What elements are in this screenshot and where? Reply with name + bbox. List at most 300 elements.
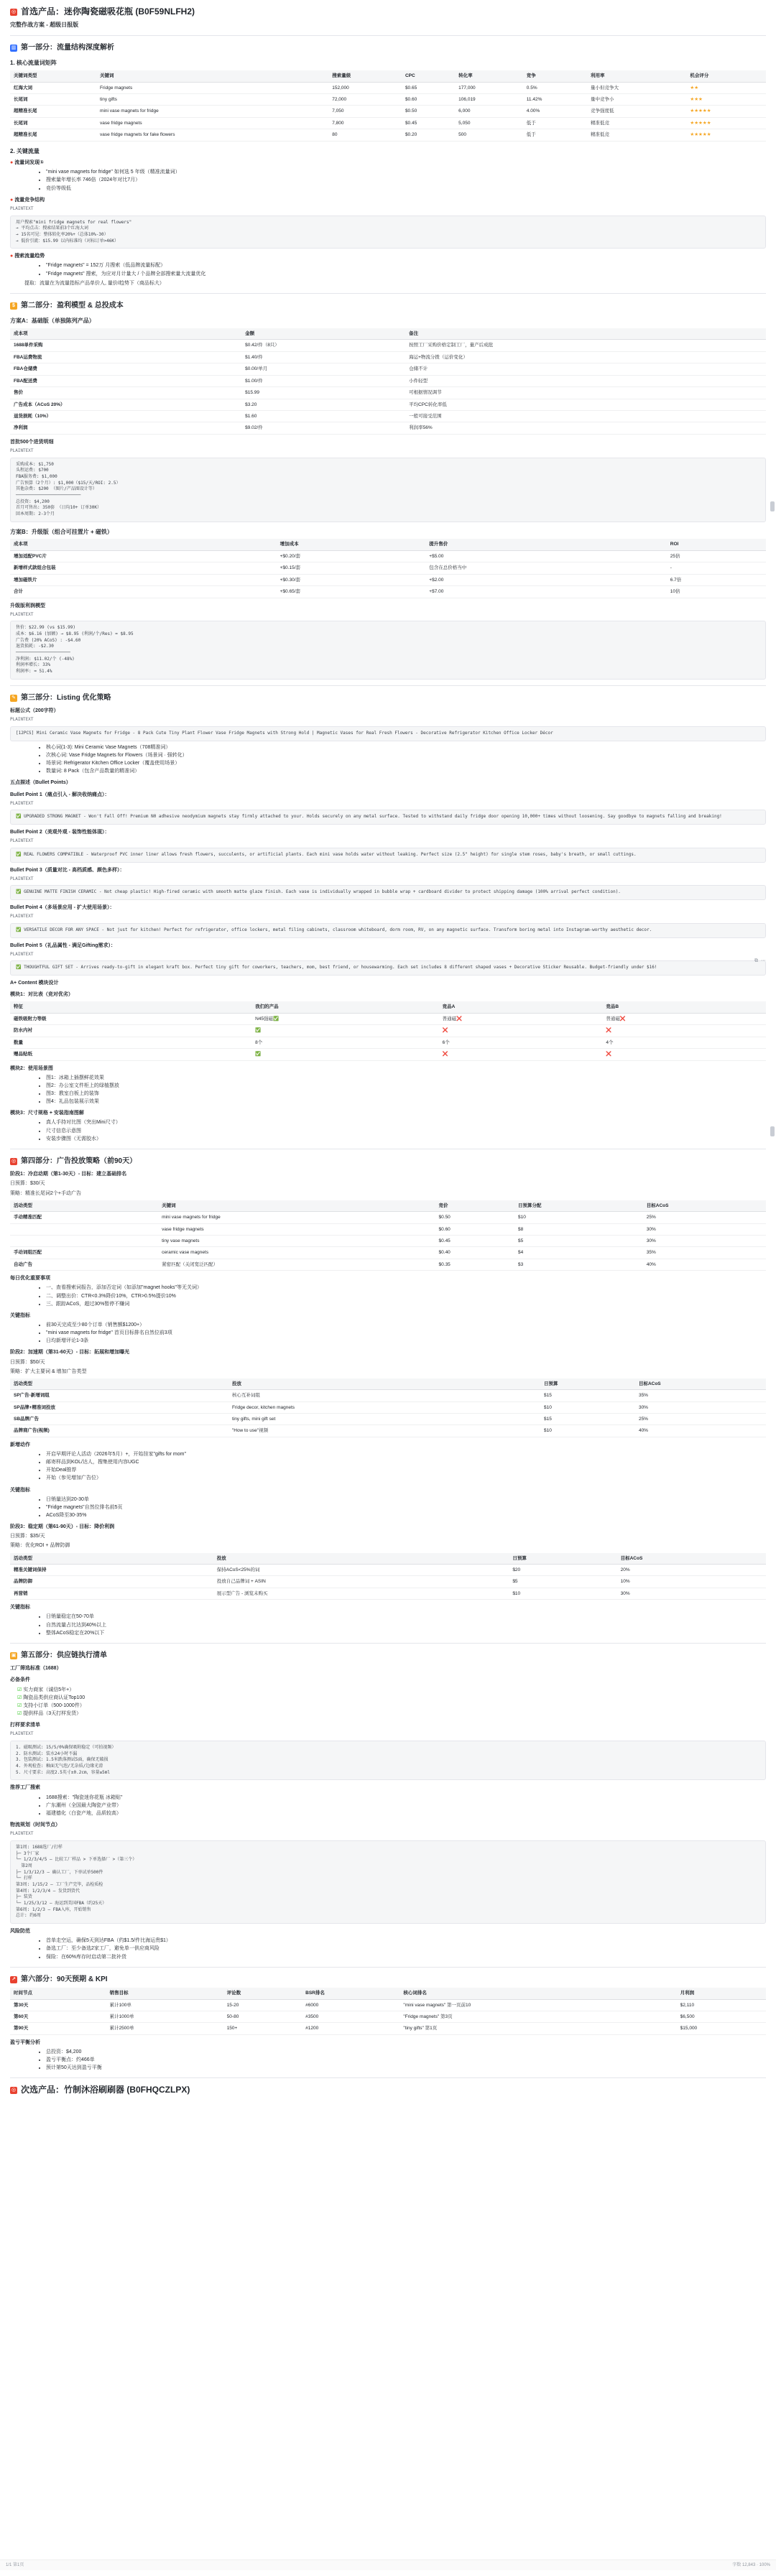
- table-row: [10, 1212, 766, 1223]
- table-cell: 精准关键词保持: [10, 1565, 213, 1576]
- col-header: 日预算: [509, 1553, 616, 1565]
- checklist-item[interactable]: [17, 1702, 766, 1710]
- budget-text: 日预算：$30/天: [10, 1180, 766, 1187]
- list-item: • 一、查看搜索词报告，添加否定词（如添加"magnet hooks"等无关词）: [46, 1284, 766, 1292]
- bullet-list: [17, 1075, 766, 1106]
- table-cell: 30%: [643, 1235, 766, 1246]
- list-item: • 次核心词: Vase Fridge Magnets for Flowers（场景词 · 强转化）: [46, 752, 766, 759]
- table-cell: +$0.20/套: [277, 550, 426, 562]
- table-cell: 精准低竞: [587, 117, 686, 129]
- table-cell: mini vase magnets for fridge: [96, 106, 328, 117]
- table-cell: 品牌防御: [10, 1576, 213, 1588]
- bullet-list: [17, 1322, 766, 1345]
- table-cell: 超精准长尾: [10, 129, 96, 141]
- part3-heading-text: 第三部分：Listing 优化策略: [21, 693, 111, 704]
- checkbox-checked-icon[interactable]: ☑: [17, 1687, 23, 1692]
- table-cell: 包含在总价格当中: [425, 562, 666, 574]
- strategy-text: 策略：扩大主要词 & 增加广告类型: [10, 1368, 766, 1376]
- list-item: • 备选工厂：至少备选2家工厂，避免单一供应商风险: [46, 1945, 766, 1952]
- table-cell: $2,110: [677, 1999, 766, 2011]
- table-header-row: [10, 1988, 766, 1999]
- subsection-heading: 新增动作: [10, 1442, 766, 1449]
- col-header: 利用率: [587, 70, 686, 82]
- ad-table-phase1: [10, 1200, 766, 1271]
- bullet-point-heading: Bullet Point 5（礼品属性 - 满足Gifting需求）：: [10, 942, 766, 950]
- col-header: 竞品A: [439, 1001, 603, 1013]
- note-text: 提取：流量在为流量指标产品单价人, 量价/趋势下（商品标大）: [24, 280, 766, 287]
- table-cell: 25倍: [667, 550, 766, 562]
- col-header: 机会评分: [686, 70, 766, 82]
- subsection-heading: [10, 253, 766, 260]
- col-header: 日预算分配: [514, 1200, 643, 1212]
- table-cell: SB品牌广告: [10, 1414, 228, 1425]
- list-item: • "mini vase magnets for fridge" 如何选 5 年级（精准流量词）: [46, 169, 766, 176]
- scroll-marker[interactable]: [770, 501, 775, 511]
- table-cell: ★★★★★: [686, 117, 766, 129]
- table-row: [10, 387, 766, 399]
- table-cell: ★★: [686, 82, 766, 93]
- table-cell: "Fridge magnets" 第3页: [399, 2011, 676, 2023]
- table-cell: $0.50: [402, 106, 455, 117]
- col-header: 成本项: [10, 328, 241, 340]
- list-item: • 图4：礼品包装展示效果: [46, 1098, 766, 1106]
- checklist-item[interactable]: [17, 1687, 766, 1694]
- divider: [10, 2077, 766, 2078]
- table-cell: 7,800: [328, 117, 402, 129]
- comparison-table: [10, 1001, 766, 1060]
- divider: [10, 685, 766, 686]
- col-header: 转化率: [455, 70, 523, 82]
- table-cell: 150+: [223, 2023, 302, 2034]
- table-row: [10, 106, 766, 117]
- table-cell: 量小但竞争大: [587, 82, 686, 93]
- table-cell: FBA运费物流: [10, 351, 241, 363]
- bullet-points-list: [10, 792, 766, 976]
- table-cell: [10, 1235, 158, 1246]
- table-cell: $10: [540, 1401, 635, 1413]
- table-cell: 6,000: [455, 106, 523, 117]
- code-label: PLAINTEXT: [10, 914, 766, 920]
- list-item: • 安装步骤图（无需胶水）: [46, 1136, 766, 1143]
- table-cell: 长尾词: [10, 93, 96, 105]
- table-cell: FBA仓储费: [10, 363, 241, 375]
- table-cell: $0.65: [402, 82, 455, 93]
- list-item: • 1688搜索："陶瓷迷你花瓶 冰箱贴": [46, 1794, 766, 1802]
- table-row: [10, 562, 766, 574]
- list-item: • 真人手持对比图（突出Mini尺寸）: [46, 1119, 766, 1126]
- table-row: [10, 1401, 766, 1413]
- table-cell: 增加磁铁片: [10, 574, 277, 585]
- col-header: BSR排名: [302, 1988, 399, 1999]
- col-header: CPC: [402, 70, 455, 82]
- table-cell: 25%: [635, 1414, 766, 1425]
- doc-title: [10, 6, 766, 18]
- table-cell: ✅: [251, 1049, 439, 1060]
- table-cell: 4.00%: [523, 106, 587, 117]
- checklist-item[interactable]: [17, 1695, 766, 1702]
- table-cell: 10%: [617, 1576, 766, 1588]
- bullet-point-heading: Bullet Point 1（痛点引入 - 解决收纳痛点）：: [10, 792, 766, 799]
- table-cell: ❌: [602, 1025, 766, 1037]
- list-item: • "Fridge magnets"自然位排名前5页: [46, 1504, 766, 1511]
- list-item: • 图3：教室白板上的装饰: [46, 1090, 766, 1098]
- bullet-list: [17, 262, 766, 277]
- table-cell: 赠品贴纸: [10, 1049, 251, 1060]
- divider: [10, 1643, 766, 1644]
- bullet-list: [17, 2049, 766, 2072]
- table-cell: 30%: [643, 1223, 766, 1235]
- part4-heading-text: 第四部分：广告投放策略（前90天）: [21, 1157, 137, 1167]
- table-cell: 35%: [635, 1390, 766, 1401]
- ad-table-phase2: [10, 1379, 766, 1437]
- col-header: 竞争: [523, 70, 587, 82]
- table-row: [10, 574, 766, 585]
- table-row: [10, 399, 766, 410]
- part7-heading: [10, 2084, 766, 2096]
- copy-icon[interactable]: ⧉: [754, 958, 758, 965]
- table-cell: $20: [509, 1565, 616, 1576]
- table-cell: $0.60: [435, 1223, 515, 1235]
- table-cell: 7,050: [328, 106, 402, 117]
- list-item: • 预计第50天达到盈亏平衡: [46, 2065, 766, 2072]
- table-cell: #6000: [302, 1999, 399, 2011]
- subsection-heading-text: 搜索流量趋势: [14, 254, 45, 259]
- code-label: PLAINTEXT: [10, 876, 766, 883]
- table-header-row: [10, 1553, 766, 1565]
- list-item: • 日销量稳定在50-70单: [46, 1613, 766, 1621]
- pin-icon: ●: [10, 198, 13, 203]
- part6-heading-text: 第六部分：90天预期 & KPI: [21, 1975, 108, 1986]
- table-cell: 15-20: [223, 1999, 302, 2011]
- section-heading: 方案A：基础版（单独陈列产品）: [10, 317, 766, 325]
- table-cell: SP广告-新增词组: [10, 1390, 228, 1401]
- money-icon: $: [10, 302, 17, 310]
- table-row: [10, 1390, 766, 1401]
- list-item: • 盈亏平衡点：约466单: [46, 2057, 766, 2064]
- subsection-heading: 推荐工厂搜索: [10, 1784, 766, 1792]
- list-item: • "Fridge magnets" = 152万 月搜索（低品牌流量标配）: [46, 262, 766, 269]
- table-header-row: [10, 1001, 766, 1013]
- code-label: PLAINTEXT: [10, 1731, 766, 1738]
- checklist-item[interactable]: [17, 1710, 766, 1718]
- table-cell: Fridge decor, kitchen magnets: [228, 1401, 540, 1413]
- col-header: 投放: [228, 1379, 540, 1390]
- subsection-heading: 工厂筛选标准（1688）: [10, 1665, 766, 1672]
- table-cell: 25%: [643, 1212, 766, 1223]
- table-row: [10, 1049, 766, 1060]
- col-header: 成本项: [10, 539, 277, 550]
- strategy-text: 策略：精准长尾词2个+手动广告: [10, 1190, 766, 1197]
- bullet-point-code[interactable]: ✅ THOUGHTFUL GIFT SET - Arrives ready-to-gift in elegant kraft box. Perfect tiny gift for coworkers, teachers, mom, best friend, or housewarming. Each set includes 8 different shaped vases + Decorative Sticker Reusable. Budget-friendly under $16!: [10, 960, 766, 976]
- subsection-heading: 关键指标: [10, 1604, 766, 1611]
- bullet-list: [17, 1451, 766, 1483]
- table-cell: $0.00/单月: [241, 363, 405, 375]
- checkbox-checked-icon[interactable]: ☑: [17, 1695, 23, 1700]
- bullet-list: [17, 1496, 766, 1519]
- doc-title-text: 首选产品：迷你陶瓷磁吸花瓶 (B0F59NLFH2): [21, 6, 195, 18]
- part2-heading-text: 第二部分：盈利模型 & 总投成本: [21, 301, 124, 312]
- part4-heading: [10, 1157, 766, 1167]
- col-header: 日预算: [540, 1379, 635, 1390]
- checklist-label: 实力商家（诚信5年+）: [23, 1687, 74, 1692]
- timeline-code-block[interactable]: 第1周: 1688选厂/打样 ├─ 3个厂家 └─ 1/2/3/4/5 — 比较工厂样品 > 下单选择厂 >（第三个） 第2周 ├─ 1/3/12/3 — 确认工厂，下单试单500件 └─ 打样 第3周: 1/15/2 — 工厂生产完毕，品检质检 第4周: 1/2/3/4 — 发货到货代 ├─ 装货 └─ 1/25/3/12 — 海运到美国FBA（约25天） 第6周: 1/2/3 — FBA入库，开始销售 总计: 约6周: [10, 1840, 766, 1924]
- part6-heading: [10, 1975, 766, 1986]
- table-cell: 紧密匹配（关闭宽泛匹配）: [158, 1259, 435, 1270]
- table-cell: 6个: [439, 1037, 603, 1048]
- bullet-point-code[interactable]: ✅ GENUINE MATTE FINISH CERAMIC - Not cheap plastic! High-fired ceramic with smooth matte glaze finish. Each vase is individually wrapped in bubble wrap + cardboard divider to protect shipping damage (100% arrival perfect condition).: [10, 885, 766, 900]
- table-cell: $8: [514, 1223, 643, 1235]
- col-header: 提升售价: [425, 539, 666, 550]
- table-cell: 一般可接受范围: [405, 410, 766, 422]
- checklist-label: 提供样品（3天打样发货）: [23, 1711, 81, 1716]
- table-row: [10, 1999, 766, 2011]
- table-cell: 40%: [643, 1259, 766, 1270]
- col-header: 活动类型: [10, 1200, 158, 1212]
- table-cell: 4个: [602, 1037, 766, 1048]
- table-cell: #1200: [302, 2023, 399, 2034]
- list-item: • 开始（参见增加广告位）: [46, 1475, 766, 1482]
- table-cell: 累计100单: [106, 1999, 223, 2011]
- budget-text: 日预算：$50/天: [10, 1359, 766, 1366]
- table-cell: $4: [514, 1247, 643, 1259]
- col-header: 金额: [241, 328, 405, 340]
- bullet-list: [17, 1284, 766, 1307]
- checkbox-checked-icon[interactable]: ☑: [17, 1711, 23, 1716]
- table-cell: $0.50: [435, 1212, 515, 1223]
- table-cell: 手动精准匹配: [10, 1212, 158, 1223]
- part1-heading: [10, 43, 766, 54]
- subsection-heading: 模块3：尺寸规格 + 安装指南图解: [10, 1110, 766, 1117]
- table-cell: $0.60: [402, 93, 455, 105]
- list-item: • 总投资：$4,200: [46, 2049, 766, 2056]
- table-cell: 净利润: [10, 422, 241, 434]
- col-header: 竞价: [435, 1200, 515, 1212]
- table-cell: 防水内衬: [10, 1025, 251, 1037]
- table-row: [10, 129, 766, 141]
- list-item: • 日销量达到20-30单: [46, 1496, 766, 1504]
- col-header: 月利润: [677, 1988, 766, 1999]
- table-cell: 数量: [10, 1037, 251, 1048]
- table-cell: ❌: [439, 1049, 603, 1060]
- table-cell: +$0.15/套: [277, 562, 426, 574]
- table-cell: +$0.30/套: [277, 574, 426, 585]
- table-row: [10, 82, 766, 93]
- list-item: • 二、调整出价：CTR<0.3%降价10%，CTR>0.5%提价10%: [46, 1293, 766, 1300]
- table-cell: 6.7倍: [667, 574, 766, 585]
- table-row: [10, 422, 766, 434]
- table-row: [10, 1223, 766, 1235]
- list-item: • 开始Deal推荐: [46, 1467, 766, 1474]
- subsection-heading: 必备条件: [10, 1677, 766, 1684]
- table-header-row: [10, 70, 766, 82]
- table-cell: 新增样式款组合包装: [10, 562, 277, 574]
- table-cell: +$7.00: [425, 586, 666, 598]
- table-cell: 自动广告: [10, 1259, 158, 1270]
- table-cell: 增加适配PVC片: [10, 550, 277, 562]
- table-cell: 量中竞争小: [587, 93, 686, 105]
- code-block[interactable]: [12PCS] Mini Ceramic Vase Magnets for Fridge - 8 Pack Cute Tiny Plant Flower Vase Fridge Magnets with Strong Hold | Magnetic Vases for Real Fresh Flowers - Decorative Refrigerator Kitchen Office Locker Décor: [10, 726, 766, 741]
- part3-heading: [10, 693, 766, 704]
- table-cell: 海运+物流分拨（运价变化）: [405, 351, 766, 363]
- list-item: • 保险：在60%库存时启动第二批补货: [46, 1954, 766, 1961]
- table-cell: FBA配送费: [10, 375, 241, 386]
- col-header: 目标ACoS: [617, 1553, 766, 1565]
- table-cell: $3: [514, 1259, 643, 1270]
- table-cell: #3500: [302, 2011, 399, 2023]
- table-cell: 72,000: [328, 93, 402, 105]
- chart-icon: ▥: [10, 45, 17, 52]
- table-cell: 80: [328, 129, 402, 141]
- list-item: • 三、跟踪ACoS，超过30%暂停不赚词: [46, 1301, 766, 1308]
- code-label: PLAINTEXT: [10, 838, 766, 845]
- code-block[interactable]: 用户搜索"mini fridge magnets for real flowers" → 平均点击：搜索结果前3个红海大词 → 15名可见：整体转化率20%+（总体10%-30） → 低价引流：$15.99 以内标准均（对标订单>46K）: [10, 216, 766, 249]
- box-icon: ▣: [10, 1652, 17, 1659]
- target-icon: ◎: [10, 9, 17, 16]
- bullet-point-heading: Bullet Point 4（多场景应用 - 扩大使用场景）：: [10, 904, 766, 912]
- code-label: PLAINTEXT: [10, 206, 766, 213]
- col-header: 目标ACoS: [635, 1379, 766, 1390]
- table-row: [10, 375, 766, 386]
- table-cell: $0.45: [435, 1235, 515, 1246]
- table-cell: 0.5%: [523, 82, 587, 93]
- list-item: • 日均新增评论1-3条: [46, 1338, 766, 1345]
- subsection-heading: 关键指标: [10, 1487, 766, 1494]
- bullet-point-code[interactable]: ✅ UPGRADED STRONG MAGNET - Won't Fall Off! Premium N0 adhesive neodymium magnets stay firmly attached to your. Holds securely on any metal surface. Tested to withstand daily fridge door opening 10,000+ times without loosening. Say goodbye to magnets falling and breaking!: [10, 810, 766, 825]
- scroll-marker[interactable]: [770, 1126, 775, 1136]
- col-header: 时间节点: [10, 1988, 106, 1999]
- list-item: • 广东潮州（全国最大陶瓷产业带）: [46, 1802, 766, 1810]
- divider: [10, 1967, 766, 1968]
- table-cell: 退货损耗（10%）: [10, 410, 241, 422]
- col-header: 我们的产品: [251, 1001, 439, 1013]
- budget-text: 日预算：$35/天: [10, 1533, 766, 1540]
- table-row: [10, 550, 766, 562]
- table-row: [10, 340, 766, 351]
- table-cell: 精准低竞: [587, 129, 686, 141]
- list-item: • 福建德化（白瓷产地，品质较高）: [46, 1810, 766, 1817]
- doc-subtitle: 完整作战方案 - 超级日报版: [10, 21, 766, 29]
- code-block[interactable]: 售价：$22.99 (vs $15.99) 成本：$6.16 (加额) → $8.95 (利润/个/Res) = $8.95 广告费 (20% ACoS) : -$4.60 退货损耗: -$2.30 ───────────────────── 净利润: $11.02/个 (-48%) 利润率增长: 33% 利润率: ≈ 51.4%: [10, 621, 766, 680]
- col-header: 搜索量级: [328, 70, 402, 82]
- table-row: [10, 117, 766, 129]
- part2-heading: [10, 301, 766, 312]
- list-item: • 尺寸信息示意图: [46, 1128, 766, 1135]
- table-row: [10, 1259, 766, 1270]
- table-cell: 8个: [251, 1037, 439, 1048]
- table-cell: $6,500: [677, 2011, 766, 2023]
- table-cell: ceramic vase magnets: [158, 1247, 435, 1259]
- checklist-label: 陶瓷品类供应商认证Top100: [23, 1695, 85, 1700]
- table-cell: 广告成本（ACoS 20%）: [10, 399, 241, 410]
- table-header-row: [10, 328, 766, 340]
- list-item: • ACoS降至30-35%: [46, 1512, 766, 1519]
- table-cell: $1.00/件: [241, 375, 405, 386]
- table-cell: $0.35: [435, 1259, 515, 1270]
- table-cell: vase fridge magnets for fake flowers: [96, 129, 328, 141]
- list-item: • 邮寄样品到KOL/达人，搜集使用内容UGC: [46, 1459, 766, 1466]
- table-cell: 106,019: [455, 93, 523, 105]
- table-cell: vase fridge magnets: [158, 1223, 435, 1235]
- table-cell: 低于: [523, 129, 587, 141]
- list-item: • 首单走空运，确保5天到达FBA（约$1.5/件比海运贵$1）: [46, 1937, 766, 1945]
- bullet-point-code[interactable]: ✅ REAL FLOWERS COMPATIBLE - Waterproof PVC inner liner allows fresh flowers, succulents, or artificial plants. Each mini vase holds water without leaking. Perfect size (2.5" height) for single stem roses, baby's breath, or small cuttings.: [10, 848, 766, 863]
- list-item: • 开启早期评论人活动（2026年5月）+，开始挂家"gifts for mom": [46, 1451, 766, 1458]
- table-row: [10, 1576, 766, 1588]
- list-item: • 核心词(1-3): Mini Ceramic Vase Magnets（708精准词）: [46, 744, 766, 751]
- col-header: 活动类型: [10, 1553, 213, 1565]
- col-header: ROI: [667, 539, 766, 550]
- table-cell: 低于: [523, 117, 587, 129]
- checkbox-checked-icon[interactable]: ☑: [17, 1703, 23, 1708]
- word-count: 字数 12,843 · 100%: [732, 2562, 770, 2569]
- table-cell: 500: [455, 129, 523, 141]
- table-row: [10, 1247, 766, 1259]
- table-cell: ❌: [439, 1025, 603, 1037]
- subsection-heading: 打样要求清单: [10, 1722, 766, 1729]
- table-cell: SP品牌+精准词投放: [10, 1401, 228, 1413]
- table-row: [10, 1425, 766, 1437]
- col-header: 竞品B: [602, 1001, 766, 1013]
- subsection-heading: 模块2：使用场景图: [10, 1065, 766, 1072]
- subsection-heading-text: 流量词发现①: [14, 160, 44, 165]
- table-cell: 磁铁吸附力等级: [10, 1013, 251, 1024]
- table-cell: +$0.65/套: [277, 586, 426, 598]
- table-cell: 长尾词: [10, 117, 96, 129]
- table-cell: 小件轻型: [405, 375, 766, 386]
- col-header: 销售目标: [106, 1988, 223, 1999]
- col-header: 评论数: [223, 1988, 302, 1999]
- table-row: [10, 2011, 766, 2023]
- chart-up-icon: ↗: [10, 1976, 17, 1983]
- col-header: 增加成本: [277, 539, 426, 550]
- table-cell: 第90天: [10, 2023, 106, 2034]
- table-cell: 30%: [617, 1588, 766, 1599]
- table-cell: 30%: [635, 1401, 766, 1413]
- subsection-heading: 阶段3：稳定期（第61-90天）- 目标：降价利润: [10, 1524, 766, 1531]
- table-cell: 核心互补词组: [228, 1390, 540, 1401]
- bullet-point-code[interactable]: ✅ VERSATILE DECOR FOR ANY SPACE - Not just for kitchen! Perfect for refrigerator, office lockers, metal filing cabinets, classroom whiteboard, dorm room, RV, on any magnetic surface. Transform boring metal into Instagram-worthy aesthetic decor.: [10, 923, 766, 938]
- table-cell: 品牌商广告(视频): [10, 1425, 228, 1437]
- table-cell: $15: [540, 1390, 635, 1401]
- table-cell: $1.60: [241, 410, 405, 422]
- table-row: [10, 2023, 766, 2034]
- table-cell: 保持ACoS<25%的词: [213, 1565, 509, 1576]
- table-cell: +$5.00: [425, 550, 666, 562]
- table-cell: $5: [514, 1235, 643, 1246]
- part5-heading-text: 第五部分：供应链执行清单: [21, 1651, 107, 1662]
- table-cell: 第30天: [10, 1999, 106, 2011]
- subsection-heading: 阶段2：加速期（第31-60天）- 目标：拓展和增加曝光: [10, 1349, 766, 1356]
- table-cell: 40%: [635, 1425, 766, 1437]
- more-icon[interactable]: ⋯: [761, 958, 766, 965]
- subsection-heading: 模块1：对比表（竞对优劣）: [10, 991, 766, 999]
- subsection-heading: 阶段1：冷启动期（第1-30天）- 目标：建立基础排名: [10, 1171, 766, 1178]
- table-cell: 红海大词: [10, 82, 96, 93]
- table-cell: 可根据情况调节: [405, 387, 766, 399]
- col-header: 特征: [10, 1001, 251, 1013]
- table-cell: $10: [540, 1425, 635, 1437]
- list-item: • 场景词: Refrigerator Kitchen Office Locker（覆盖使用场景）: [46, 760, 766, 767]
- table-cell: 超精准长尾: [10, 106, 96, 117]
- subsection-heading: 标题公式（200字符）: [10, 708, 766, 715]
- table-cell: $9.02/件: [241, 422, 405, 434]
- col-header: 投放: [213, 1553, 509, 1565]
- table-row: [10, 586, 766, 598]
- bullet-list: [17, 169, 766, 192]
- subsection-heading: 风险防范: [10, 1928, 766, 1935]
- code-block[interactable]: 采购成本: $1,750 头程运费: $700 FBA服务费: $1,000 广告预算（2个月）: $1,000（$15/天/ROI: 2.5） 其他杂费: $200 （图片/产品图设计等） ───────────────────────── 总投资: $4,200 首月可售出: 350套 （日均10+ 订单30K） 回本周期: 2-3个月: [10, 458, 766, 522]
- code-block[interactable]: 1. 磁吸测试: 15/5/0%确保吸附稳定（可拍视频） 2. 防水测试: 装水24小时不漏 3. 包装测试: 1.5米跌落测试5面，确保无破损 4. 外观检查: 釉面无气泡/无杂质/边缘光滑 5. 尺寸要求: 高度2.5英寸±0.2cm，容量≥5ml: [10, 1741, 766, 1780]
